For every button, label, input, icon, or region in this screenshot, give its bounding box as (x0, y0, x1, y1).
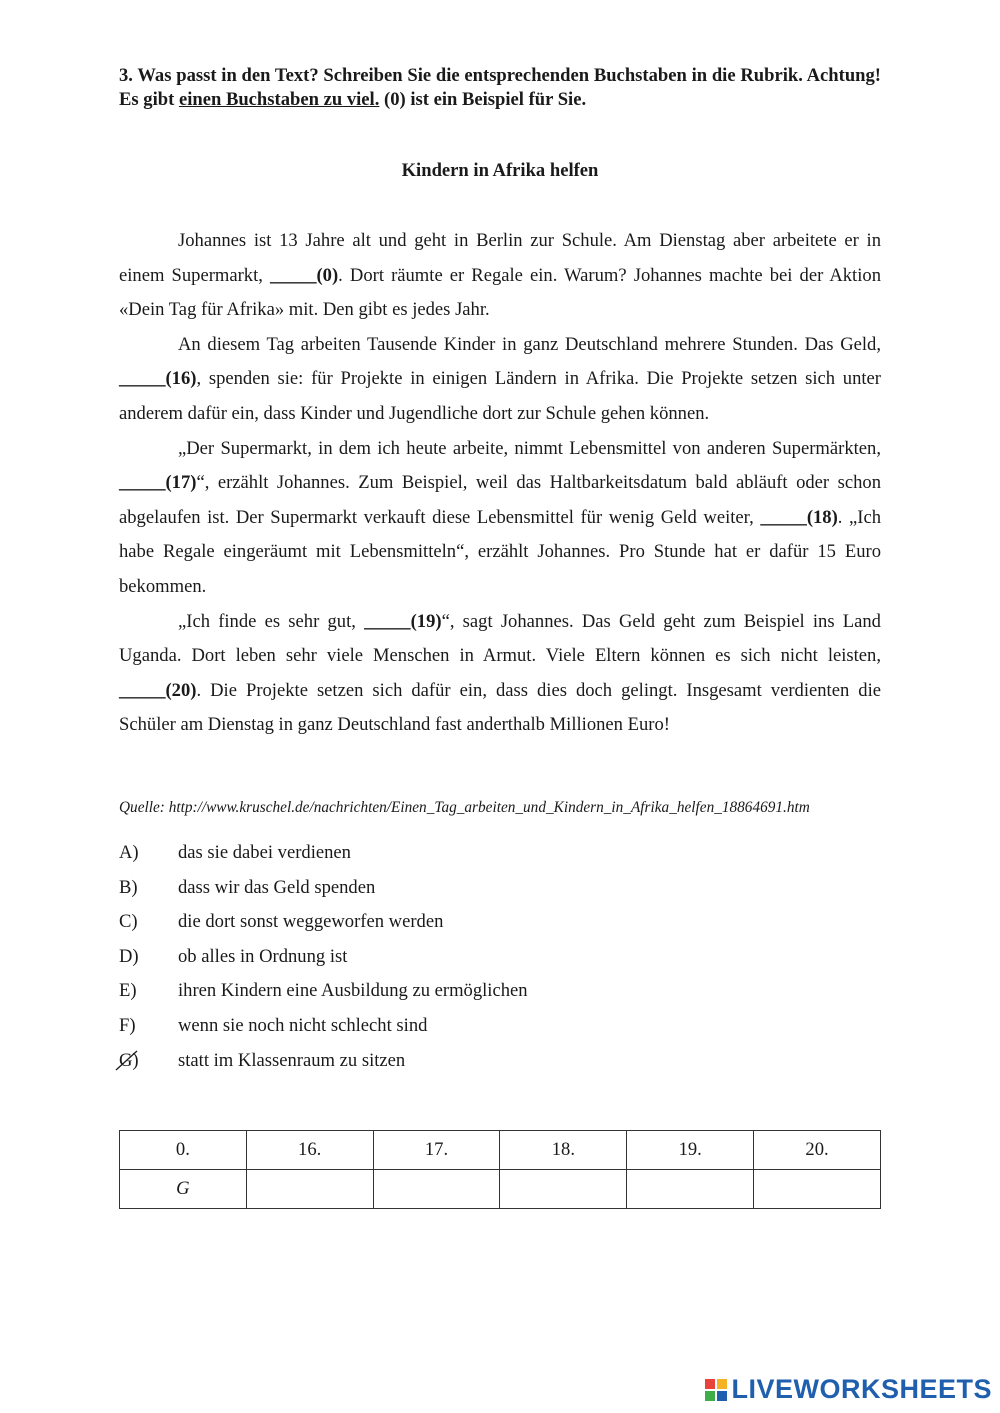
option-e: E) ihren Kindern eine Ausbildung zu ermöglichen (119, 980, 528, 1002)
task-instruction: 3. Was passt in den Text? Schreiben Sie die entsprechenden Buchstaben in die Rubrik. Achtung! Es gibt einen Buchstaben zu viel. (0) ist ein Beispiel für Sie. (119, 65, 881, 110)
paragraph-2: An diesem Tag arbeiten Tausende Kinder in ganz Deutschland mehrere Stunden. Das Geld, _____(16), spenden sie: für Projekte in einigen Ländern in Afrika. Die Projekte setzen sich unter anderem dafür ein, dass Kinder und Jugendliche dort zur Schule gehen können. (119, 333, 881, 424)
answer-cell-16[interactable] (246, 1170, 373, 1209)
gap-0: _____(0) (270, 264, 339, 286)
answer-cell-20[interactable] (754, 1170, 881, 1209)
header-cell: 17. (373, 1131, 500, 1170)
header-cell: 19. (627, 1131, 754, 1170)
option-a: A) das sie dabei verdienen (119, 842, 351, 863)
answer-cell-17[interactable] (373, 1170, 500, 1209)
strike-through-icon (115, 1050, 139, 1072)
gap-19: _____(19) (364, 610, 442, 632)
logo-text: LIVEWORKSHEETS (731, 1374, 992, 1404)
liveworksheets-logo (705, 1374, 992, 1405)
option-f: F) wenn sie noch nicht schlecht sind (119, 1014, 428, 1036)
reading-text (119, 224, 881, 743)
source-citation: Quelle: http://www.kruschel.de/nachrichten/Einen_Tag_arbeiten_und_Kindern_in_Afrika_helfen_18864691.htm (119, 799, 810, 816)
option-d: D) ob alles in Ordnung ist (119, 945, 348, 967)
gap-16: _____(16) (119, 368, 197, 390)
answer-table (119, 1130, 881, 1209)
option-b: B) dass wir das Geld spenden (119, 876, 376, 898)
paragraph-4: „Ich finde es sehr gut, _____(19)“, sagt Johannes. Das Geld geht zum Beispiel ins Land Uganda. Dort leben sehr viele Menschen in Armut. Viele Eltern können es sich nicht leisten, _____(20). Die Projekte setzen sich dafür ein, dass dies doch gelingt. Insgesamt verdienten die Schüler am Dienstag in ganz Deutschland fast anderthalb Millionen Euro! (119, 610, 881, 736)
header-cell: 0. (120, 1131, 247, 1170)
option-g-letter: G) (119, 1044, 159, 1079)
option-g: G) statt im Klassenraum zu sitzen (119, 1044, 159, 1079)
header-cell: 20. (754, 1131, 881, 1170)
text-title: Kindern in Afrika helfen (401, 160, 599, 181)
gap-18: _____(18) (760, 506, 838, 528)
answer-table-header-row (120, 1131, 881, 1170)
logo-mark-icon (705, 1379, 727, 1401)
paragraph-3: „Der Supermarkt, in dem ich heute arbeite, nimmt Lebensmittel von anderen Supermärkten, _____(17)“, erzählt Johannes. Zum Beispiel, weil das Haltbarkeitsdatum bald abläuft oder schon abgelaufen ist. Der Supermarkt verkauft diese Lebensmittel für wenig Geld weiter, _____(18). „Ich habe Regale eingeräumt mit Lebensmitteln“, erzählt Johannes. Pro Stunde hat er dafür 15 Euro bekommen. (119, 437, 881, 597)
underlined-note: einen Buchstaben zu viel. (178, 89, 380, 110)
gap-20: _____(20) (119, 679, 197, 701)
paragraph-1: Johannes ist 13 Jahre alt und geht in Berlin zur Schule. Am Dienstag aber arbeitete er in einem Supermarkt, _____(0). Dort räumte er Regale ein. Warum? Johannes machte bei der Aktion «Dein Tag für Afrika» mit. Den gibt es jedes Jahr. (119, 230, 881, 321)
answer-table-answer-row (120, 1170, 881, 1209)
gap-17: _____(17) (119, 472, 197, 494)
worksheet-page (119, 64, 881, 1199)
answer-cell-18[interactable] (500, 1170, 627, 1209)
option-c: C) die dort sonst weggeworfen werden (119, 911, 444, 933)
options-list (119, 836, 528, 1078)
answer-cell-0: G (120, 1170, 247, 1209)
header-cell: 16. (246, 1131, 373, 1170)
answer-cell-19[interactable] (627, 1170, 754, 1209)
header-cell: 18. (500, 1131, 627, 1170)
